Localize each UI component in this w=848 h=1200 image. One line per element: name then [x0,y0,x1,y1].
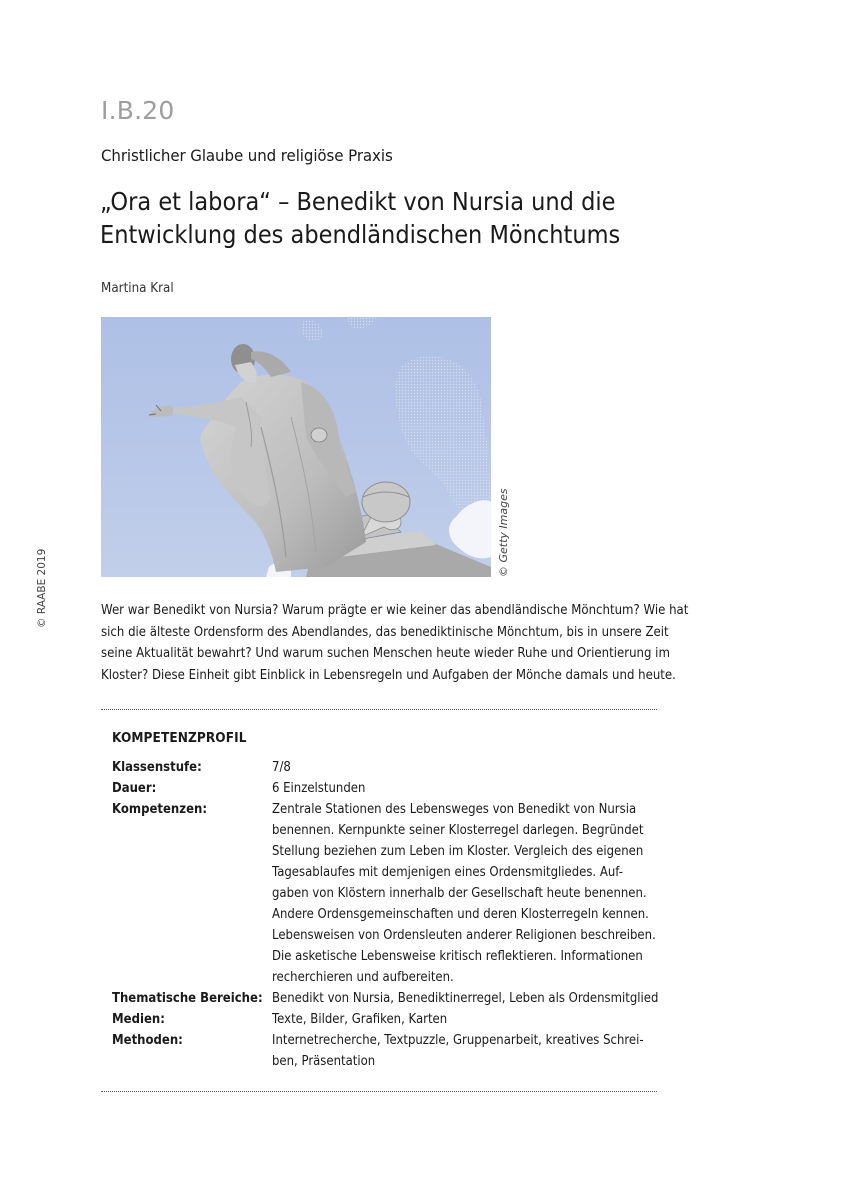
kp-value [272,1009,672,1030]
dotted-divider [101,709,657,710]
kp-value-line: gaben von Klöstern innerhalb der Gesellschaft heute benennen. [272,886,647,901]
kp-value-line: Zentrale Stationen des Lebensweges von Benedikt von Nursia [272,802,637,817]
intro-paragraph [101,600,689,686]
page-title [100,185,640,251]
kp-row-dauer [112,778,672,799]
kp-value-line: Die asketische Lebensweise kritisch reflektieren. Informationen [272,949,643,964]
kp-value-line: ben, Präsentation [272,1054,376,1069]
category-heading: Christlicher Glaube und religiöse Praxis [101,146,393,165]
kp-label: Klassenstufe: [112,760,202,775]
unit-code: I.B.20 [101,96,175,125]
intro-line: Kloster? Diese Einheit gibt Einblick in Lebensregeln und Aufgaben der Mönche damals und heute. [101,667,676,683]
kp-value-line: benennen. Kernpunkte seiner Klosterregel darlegen. Begründet [272,823,644,838]
title-line-2: Entwicklung des abendländischen Mönchtums [100,220,621,249]
kp-label: Kompetenzen: [112,802,208,817]
kp-row-kompetenzen [112,799,672,988]
kp-row-medien [112,1009,672,1030]
kp-label: Dauer: [112,781,157,796]
kp-row-methoden [112,1030,672,1072]
kp-value [272,757,672,778]
kp-value-line: Stellung beziehen zum Leben im Kloster. Vergleich des eigenen [272,844,644,859]
kp-value-line: Benedikt von Nursia, Benediktinerregel, Leben als Ordensmitglied [272,991,659,1006]
kp-value-line: Lebensweisen von Ordensleuten anderer Religionen beschreiben. [272,928,656,943]
dotted-divider [101,1091,657,1092]
kp-value-line: Tagesablaufes mit demjenigen eines Ordensmitgliedes. Auf- [272,865,623,880]
kp-value-line: Texte, Bilder, Grafiken, Karten [272,1012,448,1027]
kompetenzprofil-table [112,757,672,1072]
intro-line: sich die älteste Ordensform des Abendlandes, das benediktinische Mönchtum, bis in unsere Zeit [101,624,669,640]
kp-value-line: Andere Ordensgemeinschaften und deren Klosterregeln kennen. [272,907,649,922]
author-name: Martina Kral [101,281,174,296]
kp-value [272,988,701,1009]
copyright-notice: © RAABE 2019 [36,548,48,628]
kompetenzprofil-heading: KOMPETENZPROFIL [112,730,247,746]
kp-value-line: recherchieren und aufbereiten. [272,970,454,985]
kp-row-klassenstufe [112,757,672,778]
image-credit: © Getty Images [497,488,510,577]
kp-label: Medien: [112,1012,165,1027]
statue-illustration [101,317,491,577]
kp-value [272,1030,685,1072]
intro-line: Wer war Benedikt von Nursia? Warum prägte er wie keiner das abendländische Mönchtum? Wie hat [101,603,689,618]
statue-photo [101,317,491,577]
kp-row-thematische-bereiche [112,988,672,1009]
kp-value-line: Internetrecherche, Textpuzzle, Gruppenarbeit, kreatives Schrei- [272,1033,644,1048]
kp-value-line: 7/8 [272,760,291,775]
kp-label: Methoden: [112,1033,183,1048]
kp-value-line: 6 Einzelstunden [272,781,366,796]
kp-label: Thematische Bereiche: [112,991,263,1006]
intro-line: seine Aktualität bewahrt? Und warum suchen Menschen heute wieder Ruhe und Orientierung im [101,646,670,661]
kp-value [272,778,672,799]
kp-value [272,799,698,988]
title-line-1: „Ora et labora“ – Benedikt von Nursia und die [100,187,616,216]
